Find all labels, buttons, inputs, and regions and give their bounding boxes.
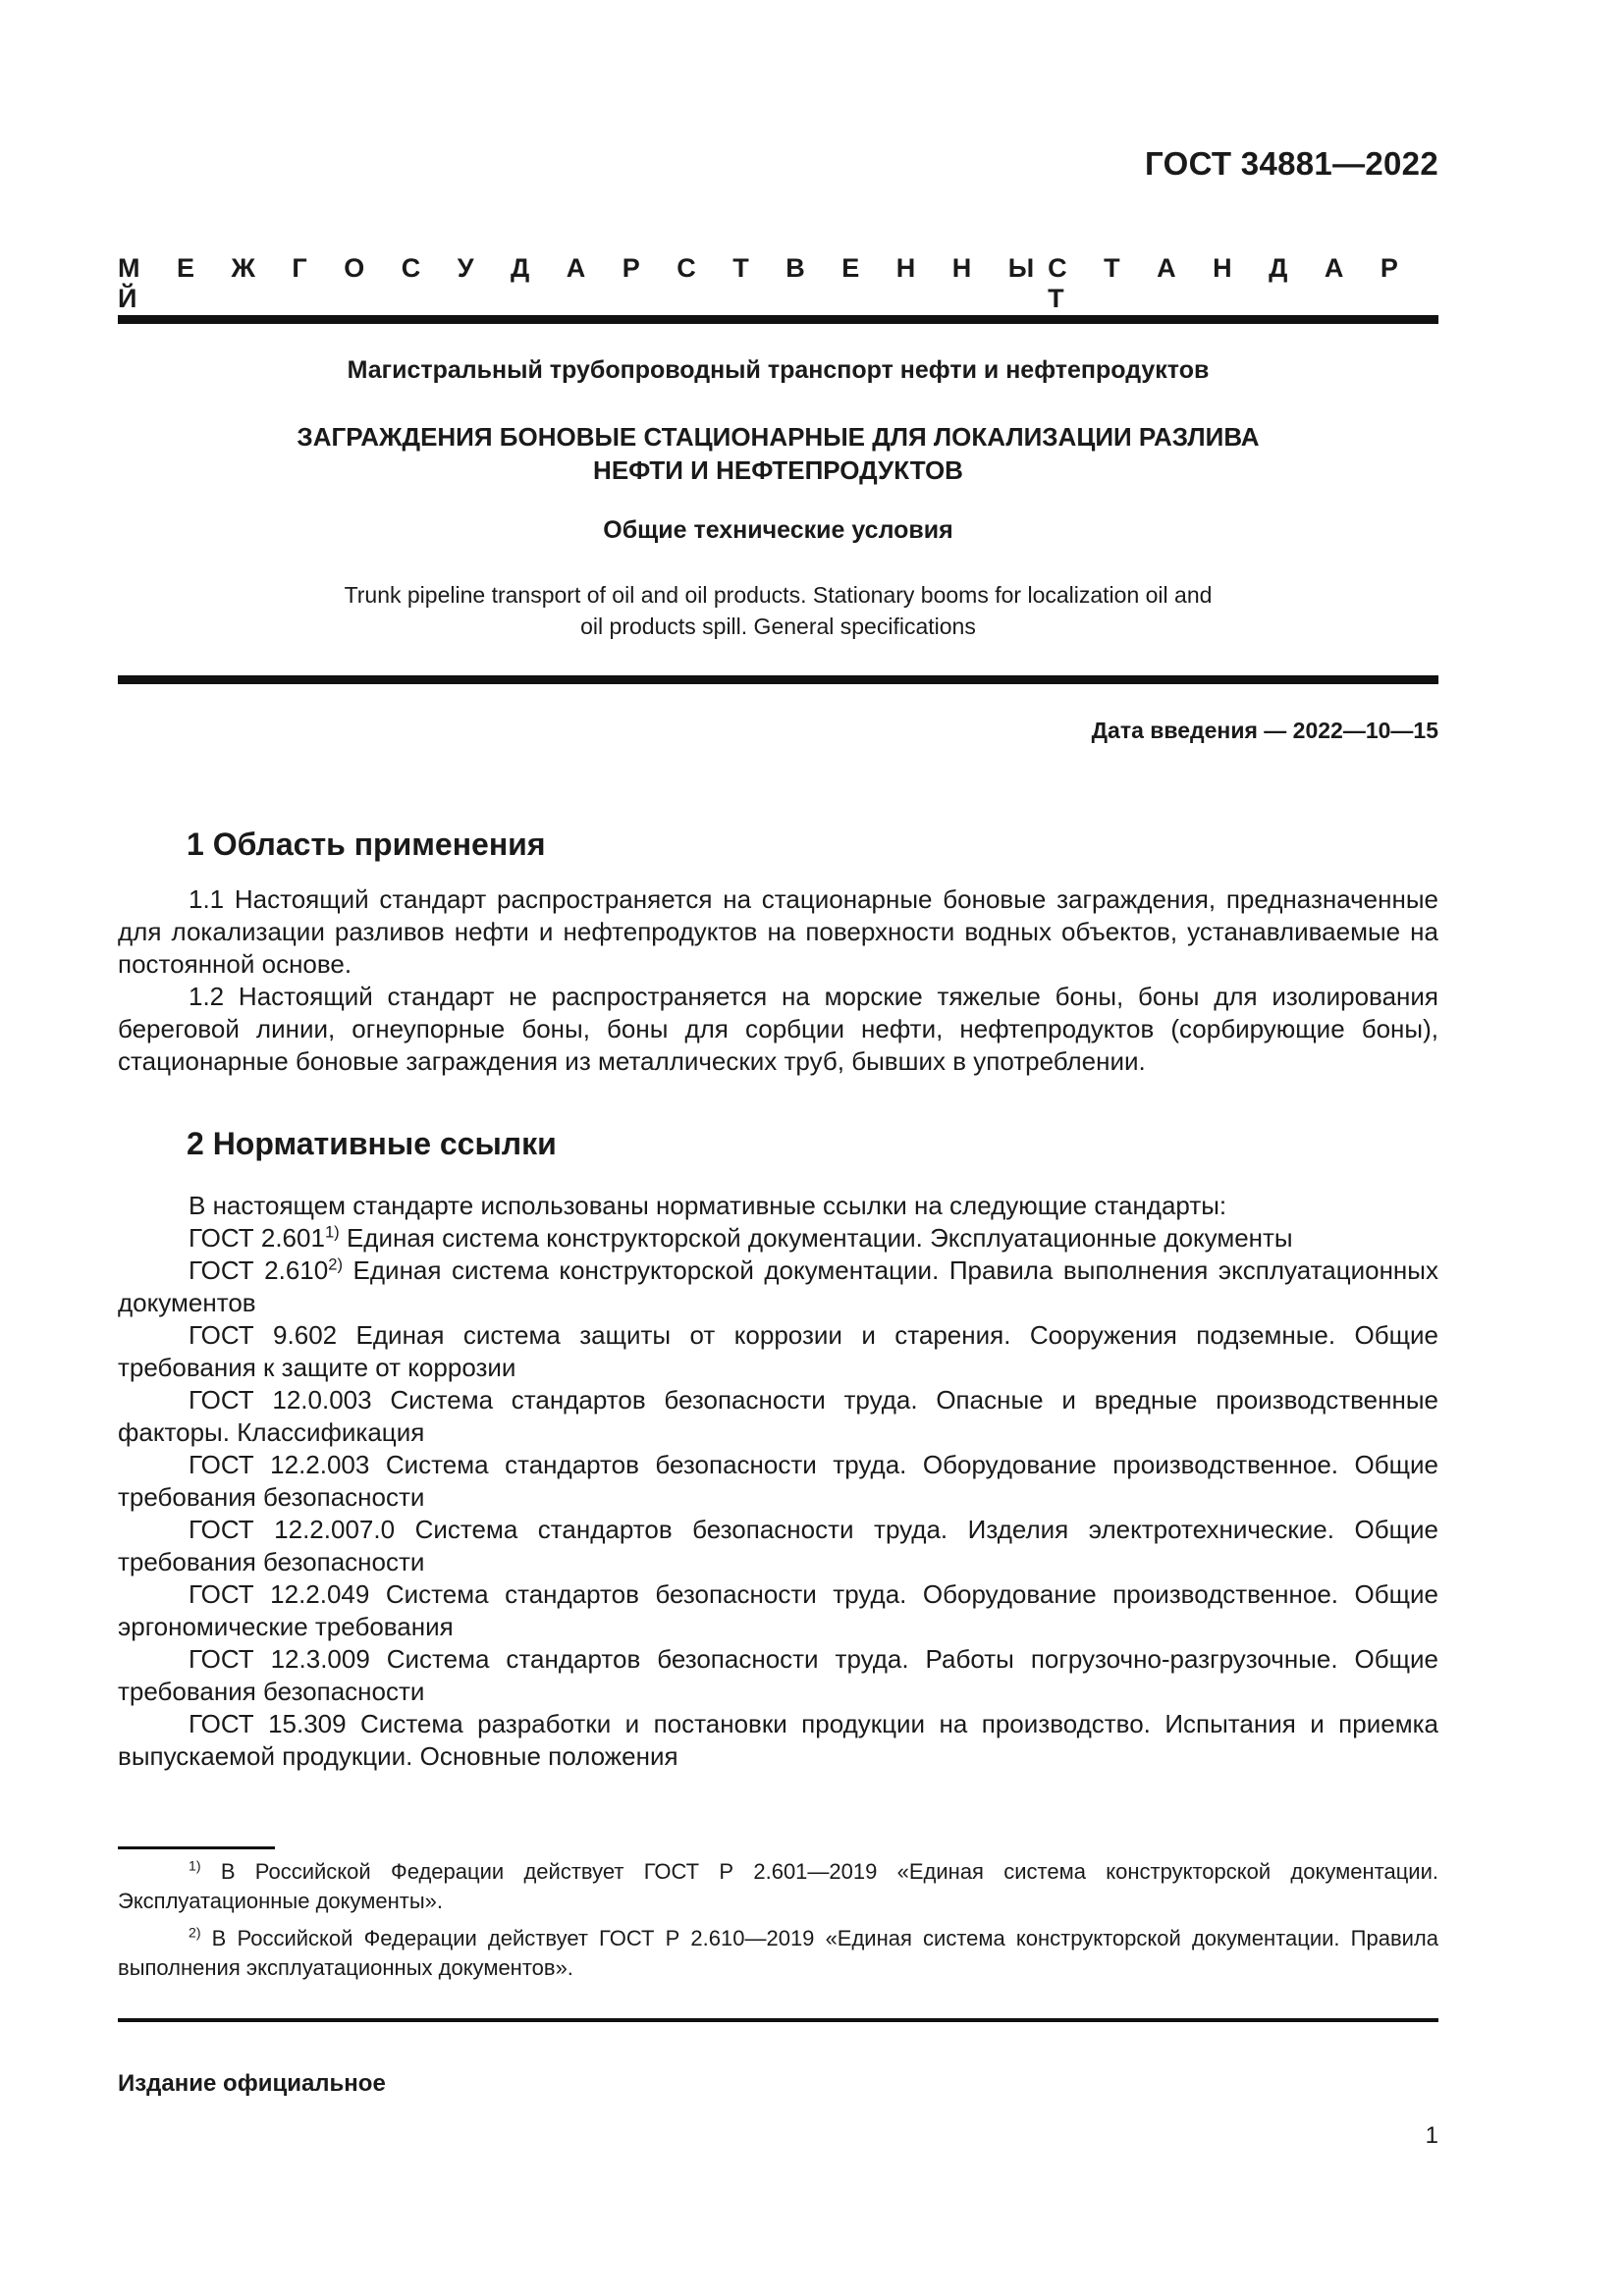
reference-title: Единая система конструкторской документации. Правила выполнения эксплуатационных документов [118,1255,1438,1317]
reference-item: ГОСТ 12.2.003 Система стандартов безопасности труда. Оборудование производственное. Общие требования безопасности [118,1450,1438,1512]
edition-label: Издание официальное [118,2070,386,2097]
footnote-body: В Российской Федерации действует ГОСТ Р 2.610—2019 «Единая система конструкторской документации. Правила выполнения эксплуатационных документов». [118,1926,1438,1980]
banner-word-standard: С Т А Н Д А Р Т [1048,253,1407,313]
footnote-body: В Российской Федерации действует ГОСТ Р 2.601—2019 «Единая система конструкторской документации. Эксплуатационные документы». [118,1859,1438,1913]
section-1-paragraph: 1.2 Настоящий стандарт не распространяется на морские тяжелые боны, боны для изолирования береговой линии, огнеупорные боны, боны для сорбции нефти, нефтепродуктов (сорбирующие боны), стационарные боновые заграждения из металлических труб, бывших в употреблении. [118,982,1438,1076]
footnote-ref: 2) [328,1255,344,1274]
footnote-1-text [118,1857,1438,1916]
title-english [118,579,1438,642]
section-1-body [118,883,1438,1078]
footnote-2-text [118,1924,1438,1983]
section-1-heading: 1 Область применения [187,827,546,862]
footnote-separator [118,1846,275,1849]
interstate-standard-banner [118,253,1438,314]
reference-code: ГОСТ 2.610 [189,1255,329,1285]
standard-code: ГОСТ 34881—2022 [1145,145,1438,182]
reference-item: ГОСТ 12.2.007.0 Система стандартов безопасности труда. Изделия электротехнические. Общие требования безопасности [118,1515,1438,1576]
references-intro: В настоящем стандарте использованы нормативные ссылки на следующие стандарты: [189,1191,1227,1220]
footnote-mark: 2) [189,1924,201,1941]
title-main [118,420,1438,487]
footnote-1 [118,1857,1438,1916]
title-rule [118,675,1438,684]
title-english-line2: oil products spill. General specifications [580,614,976,639]
document-page [118,0,1438,2296]
page-number: 1 [1425,2122,1438,2149]
intro-date: Дата введения — 2022—10—15 [1091,718,1438,743]
footnote-mark: 1) [189,1857,201,1874]
reference-title: Единая система конструкторской документации. Эксплуатационные документы [339,1223,1293,1253]
title-subtitle: Общие технические условия [603,516,953,544]
title-main-line2: НЕФТИ И НЕФТЕПРОДУКТОВ [593,455,963,485]
banner-word-interstate: М Е Ж Г О С У Д А Р С Т В Е Н Н Ы Й [118,253,1044,313]
footer-rule [118,2018,1438,2022]
section-1-paragraph: 1.1 Настоящий стандарт распространяется на стационарные боновые заграждения, предназначенные для локализации разливов нефти и нефтепродуктов на поверхности водных объектов, устанавливаемые на постоянной основе. [118,884,1438,979]
title-general: Магистральный трубопроводный транспорт нефти и нефтепродуктов [347,356,1210,384]
reference-item: ГОСТ 12.2.049 Система стандартов безопасности труда. Оборудование производственное. Общие эргономические требования [118,1579,1438,1641]
footnote-ref: 1) [324,1222,340,1242]
title-english-line1: Trunk pipeline transport of oil and oil products. Stationary booms for localization oil and [344,582,1213,608]
section-2-body [118,1190,1438,1773]
reference-item [118,1222,1438,1255]
header-rule [118,315,1438,324]
reference-item: ГОСТ 12.0.003 Система стандартов безопасности труда. Опасные и вредные производственные факторы. Классификация [118,1385,1438,1447]
reference-item [118,1255,1438,1319]
title-main-line1: ЗАГРАЖДЕНИЯ БОНОВЫЕ СТАЦИОНАРНЫЕ ДЛЯ ЛОКАЛИЗАЦИИ РАЗЛИВА [297,422,1260,452]
reference-item: ГОСТ 12.3.009 Система стандартов безопасности труда. Работы погрузочно-разгрузочные. Общие требования безопасности [118,1644,1438,1706]
reference-code: ГОСТ 2.601 [189,1223,325,1253]
reference-item: ГОСТ 9.602 Единая система защиты от коррозии и старения. Сооружения подземные. Общие требования к защите от коррозии [118,1320,1438,1382]
footnote-2 [118,1924,1438,1983]
section-2-heading: 2 Нормативные ссылки [187,1126,557,1161]
reference-item: ГОСТ 15.309 Система разработки и постановки продукции на производство. Испытания и приемка выпускаемой продукции. Основные положения [118,1709,1438,1771]
